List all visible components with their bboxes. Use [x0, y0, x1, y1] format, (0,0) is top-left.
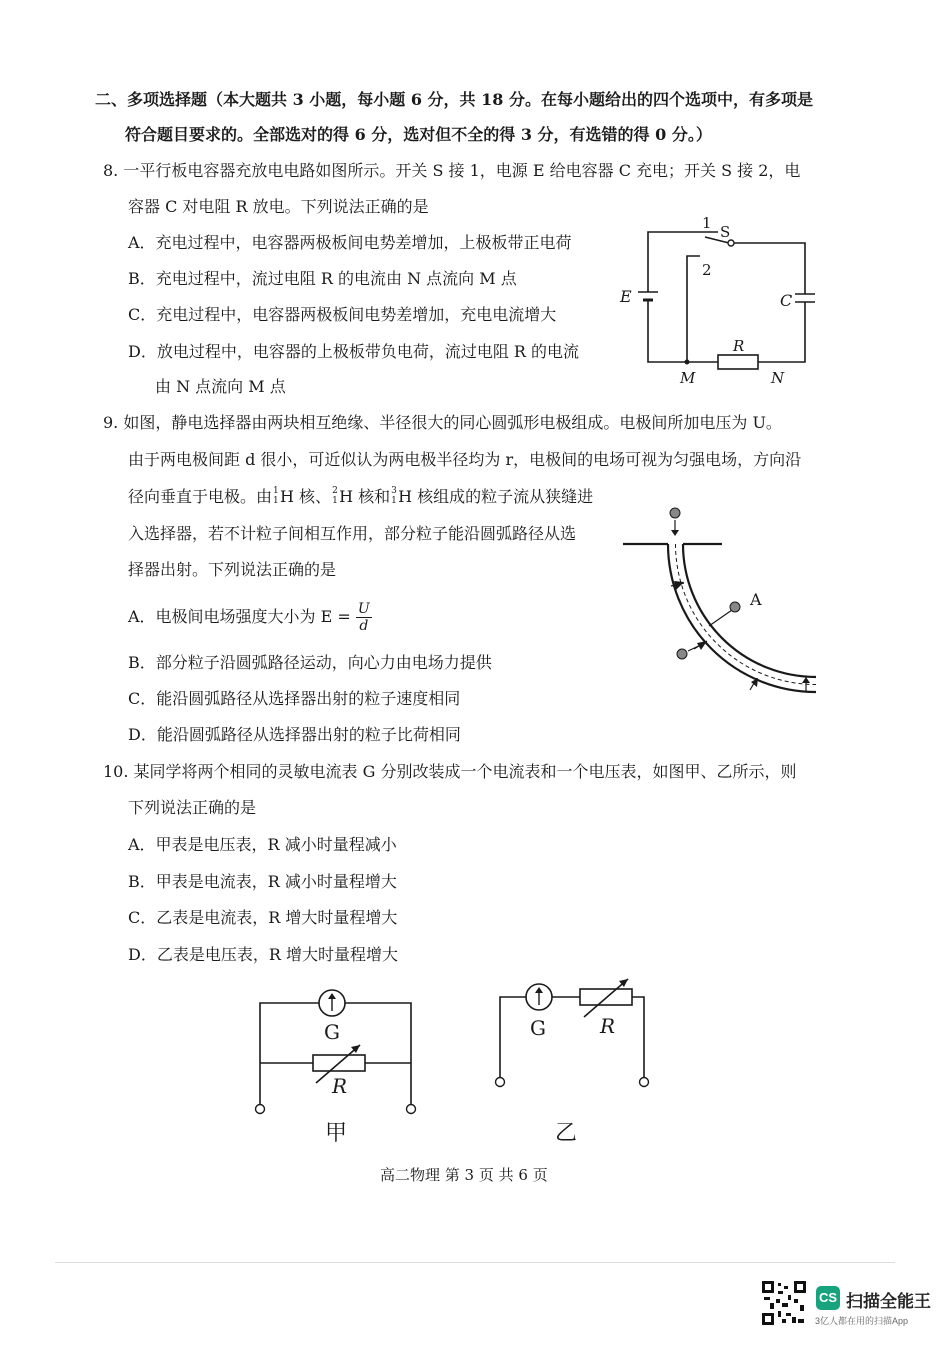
- q8-stem-line1: 8. 一平行板电容器充放电电路如图所示。开关 S 接 1，电源 E 给电容器 C 充电；开关 S 接 2，电: [103, 161, 801, 180]
- q10-option-a: A．甲表是电压表，R 减小时量程减小: [128, 835, 397, 854]
- q8-label-e: E: [620, 287, 632, 306]
- cs-logo-badge: CS: [816, 1286, 840, 1310]
- q9-option-d: D．能沿圆弧路径从选择器出射的粒子比荷相同: [128, 725, 461, 744]
- scanner-tagline: 3亿人都在用的扫描App: [815, 1316, 909, 1326]
- q8-stem-line2: 容器 C 对电阻 R 放电。下列说法正确的是: [128, 197, 429, 216]
- q9-isotope-2: H 核和: [339, 487, 391, 506]
- q8-option-d-line1: D．放电过程中，电容器的上极板带负电荷，流过电阻 R 的电流: [128, 342, 580, 361]
- q10-option-c: C．乙表是电流表，R 增大时量程增大: [128, 908, 398, 927]
- q9-option-c: C．能沿圆弧路径从选择器出射的粒子速度相同: [128, 689, 461, 708]
- q8-label-n: N: [771, 369, 785, 387]
- q9-option-b: B．部分粒子沿圆弧路径运动，向心力由电场力提供: [128, 653, 492, 672]
- q8-label-1: 1: [702, 214, 712, 232]
- q9-isotope-1-z: 1: [273, 496, 279, 506]
- q9-isotope-2-mass: 2: [332, 486, 338, 496]
- qr-code-icon: [762, 1281, 806, 1325]
- q10-stem-line1: 10. 某同学将两个相同的灵敏电流表 G 分别改装成一个电流表和一个电压表，如图甲、乙所示，则: [103, 762, 797, 781]
- q8-label-m: M: [680, 369, 696, 387]
- q10-stem-line2: 下列说法正确的是: [128, 798, 257, 817]
- footer-divider: [55, 1262, 895, 1263]
- q9-isotope-3: H 核组成的粒子流从狭缝进: [398, 487, 594, 506]
- section-heading-line2: 符合题目要求的。全部选对的得 6 分，选对但不全的得 3 分，有选错的得 0 分。）: [125, 125, 712, 144]
- q9-fraction-numerator: U: [357, 601, 370, 617]
- q8-label-c: C: [780, 291, 793, 310]
- q8-option-c: C．充电过程中，电容器两极板间电势差增加，充电电流增大: [128, 305, 557, 324]
- q10-jia-caption: 甲: [325, 1121, 348, 1146]
- q8-option-d-line2: 由 N 点流向 M 点: [155, 377, 286, 396]
- q8-label-2: 2: [702, 261, 712, 279]
- q8-label-r: R: [733, 337, 745, 355]
- q9-isotope-1-mass: 1: [273, 486, 279, 496]
- q9-option-a-text: A．电极间电场强度大小为 E =: [128, 607, 351, 626]
- q10-jia-label-g: G: [324, 1020, 340, 1044]
- q10-yi-label-g: G: [530, 1016, 546, 1040]
- q9-stem-line1: 9. 如图，静电选择器由两块相互绝缘、半径很大的同心圆弧形电极组成。电极间所加电压为 U。: [103, 413, 782, 432]
- page-footer: 高二物理 第 3 页 共 6 页: [380, 1166, 548, 1184]
- q8-option-b: B．充电过程中，流过电阻 R 的电流由 N 点流向 M 点: [128, 269, 517, 288]
- q8-option-a: A．充电过程中，电容器两极板间电势差增加，上极板带正电荷: [128, 233, 572, 252]
- scanner-brand-name: 扫描全能王: [846, 1292, 931, 1311]
- q9-label-a: A: [750, 590, 762, 609]
- q9-stem-line2: 由于两电极间距 d 很小，可近似认为两电极半径均为 r，电极间的电场可视为匀强电场，方向沿: [128, 450, 802, 469]
- q9-isotope-1: H 核、: [280, 487, 332, 506]
- q9-isotope-2-z: 1: [332, 496, 338, 506]
- q10-jia-label-r: R: [332, 1074, 348, 1098]
- q9-stem-line5: 择器出射。下列说法正确的是: [128, 560, 337, 579]
- q10-yi-label-r: R: [600, 1014, 616, 1038]
- q9-isotope-3-mass: 3: [391, 486, 397, 496]
- q8-label-s: S: [720, 223, 731, 241]
- q10-yi-caption: 乙: [555, 1121, 578, 1146]
- q9-stem-line4: 入选择器，若不计粒子间相互作用，部分粒子能沿圆弧路径从选: [128, 524, 577, 543]
- q9-isotope-3-z: 1: [391, 496, 397, 506]
- q10-option-b: B．甲表是电流表，R 减小时量程增大: [128, 872, 397, 891]
- q9-stem-line3-start: 径向垂直于电极。由: [128, 487, 273, 506]
- q10-option-d: D．乙表是电压表，R 增大时量程增大: [128, 945, 398, 964]
- q9-fraction-denominator: d: [359, 618, 369, 634]
- section-heading-line1: 二、多项选择题（本大题共 3 小题，每小题 6 分，共 18 分。在每小题给出的四个选项中，有多项是: [95, 90, 813, 109]
